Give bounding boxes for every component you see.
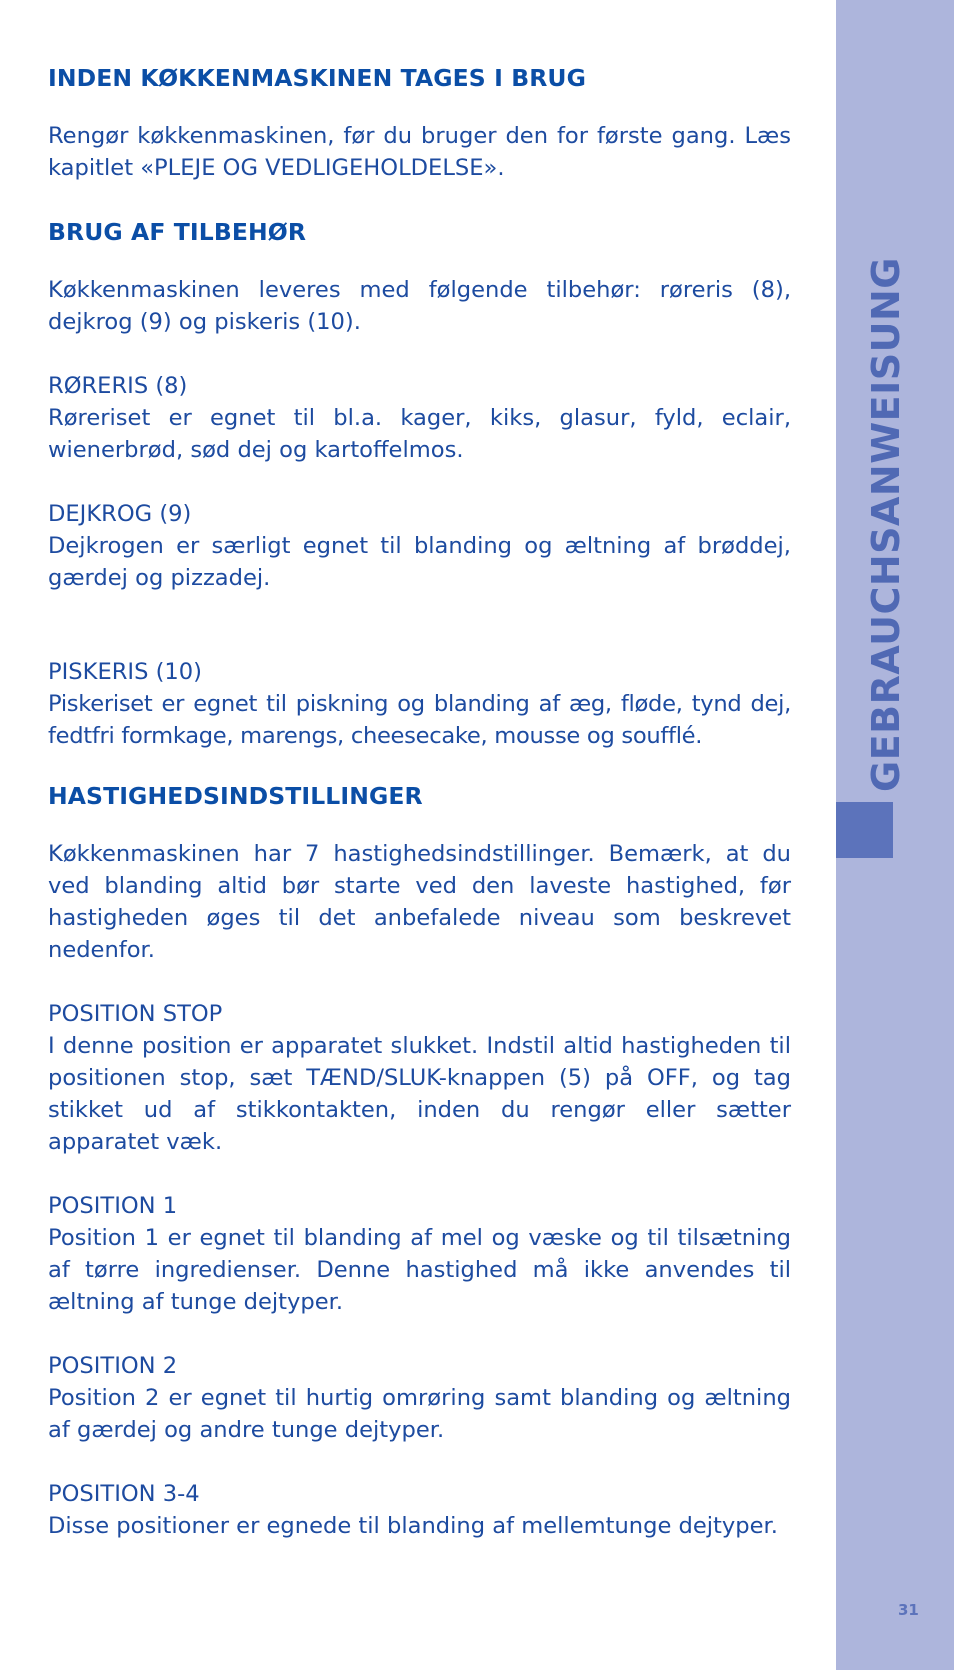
- accessory-title-roreris: RØRERIS (8): [48, 373, 188, 399]
- side-tab-bar: [836, 0, 954, 1670]
- side-tab-marker: [836, 802, 893, 858]
- speed-text-position-1: Position 1 er egnet til blanding af mel og væske og til tilsætning af tørre ingredienser. Denne hastighed må ikke anvendes til æltning af tunge dejtyper.: [48, 1225, 791, 1315]
- accessory-title-piskeris: PISKERIS (10): [48, 659, 202, 685]
- accessory-title-dejkrog: DEJKROG (9): [48, 501, 192, 527]
- section-heading-before-use: INDEN KØKKENMASKINEN TAGES I BRUG: [48, 64, 586, 92]
- side-tab-label-text: GEBRAUCHSANWEISUNG: [864, 257, 908, 792]
- speed-title-position-1: POSITION 1: [48, 1193, 178, 1219]
- accessory-text-piskeris: Piskeriset er egnet til piskning og blanding af æg, fløde, tynd dej, fedtfri formkage, marengs, cheesecake, mousse og soufflé.: [48, 691, 791, 749]
- speed-text-position-2: Position 2 er egnet til hurtig omrøring samt blanding og æltning af gærdej og andre tunge dejtyper.: [48, 1385, 791, 1443]
- before-use-text: Rengør køkkenmaskinen, før du bruger den for første gang. Læs kapitlet «PLEJE OG VEDLIGEHOLDELSE».: [48, 123, 791, 181]
- speed-text-stop: I denne position er apparatet slukket. Indstil altid hastigheden til positionen stop, sæt TÆND/SLUK-knappen (5) på OFF, og tag stikket ud af stikkontakten, inden du rengør eller sætter apparatet væk.: [48, 1033, 791, 1155]
- speed-text-position-3-4: Disse positioner er egnede til blanding af mellemtunge dejtyper.: [48, 1513, 778, 1539]
- speed-title-position-2: POSITION 2: [48, 1353, 178, 1379]
- accessory-text-dejkrog: Dejkrogen er særligt egnet til blanding og æltning af brøddej, gærdej og pizzadej.: [48, 533, 791, 591]
- page-content: [48, 58, 791, 1542]
- section-heading-accessories: BRUG AF TILBEHØR: [48, 218, 307, 246]
- speed-title-position-3-4: POSITION 3-4: [48, 1481, 200, 1507]
- speed-title-stop: POSITION STOP: [48, 1001, 223, 1027]
- speed-settings-intro: Køkkenmaskinen har 7 hastighedsindstillinger. Bemærk, at du ved blanding altid bør starte ved den laveste hastighed, før hastigheden øges til det anbefalede niveau som beskrevet nedenfor.: [48, 841, 791, 963]
- accessory-text-roreris: Røreriset er egnet til bl.a. kager, kiks, glasur, fyld, eclair, wienerbrød, sød dej og kartoffelmos.: [48, 405, 791, 463]
- accessories-intro: Køkkenmaskinen leveres med følgende tilbehør: røreris (8), dejkrog (9) og piskeris (10).: [48, 277, 791, 335]
- page-number: 31: [898, 1601, 919, 1619]
- section-heading-speed-settings: HASTIGHEDSINDSTILLINGER: [48, 782, 423, 810]
